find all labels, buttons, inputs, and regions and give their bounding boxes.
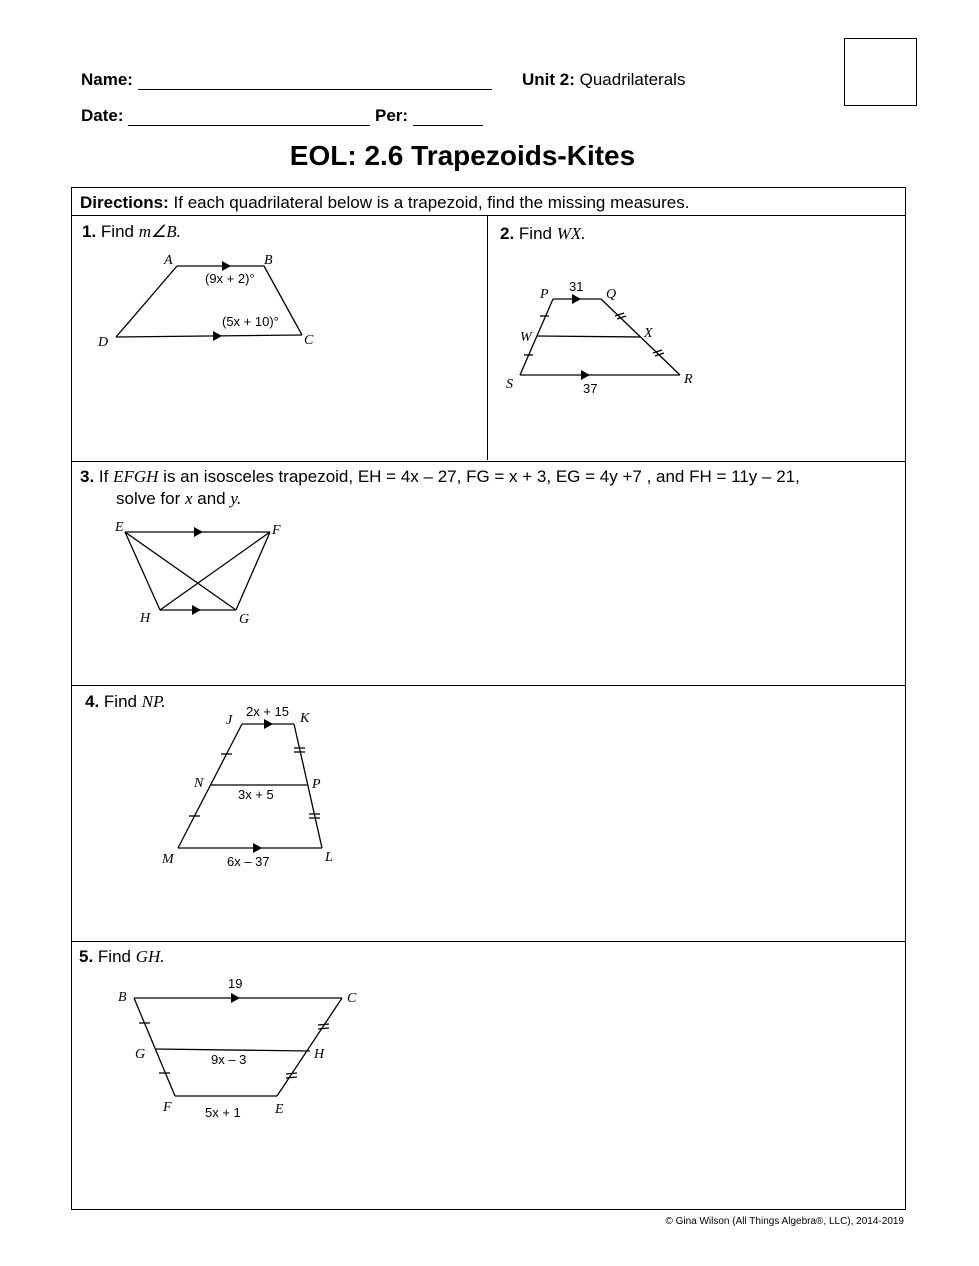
problem-1-target: m∠B. (138, 222, 181, 241)
base-ml-expression: 6x – 37 (227, 854, 270, 869)
date-label: Date: (81, 106, 124, 125)
parallel-arrow-bc (231, 993, 240, 1003)
label-c: C (304, 333, 314, 348)
trapezoid-efgh (125, 532, 270, 610)
angle-b-expression: (9x + 2)° (205, 271, 255, 286)
label-c: C (347, 991, 357, 1006)
angle-c-expression: (5x + 10)° (222, 314, 279, 329)
parallel-arrow-ef (194, 527, 203, 537)
base-jk-expression: 2x + 15 (246, 704, 290, 719)
problem-3-and: and (197, 489, 226, 508)
problem-2-number: 2. (500, 224, 515, 243)
problem-5-heading (79, 947, 165, 967)
problem-3-eh: EH = 4x – 27, (357, 467, 462, 486)
label-n: N (194, 776, 204, 791)
parallel-arrow-pq (572, 294, 581, 304)
problem-4-prompt: Find (103, 692, 137, 711)
name-label: Name: (81, 70, 133, 89)
trapezoid-pqrs (520, 299, 680, 375)
label-b: B (264, 253, 273, 268)
label-r: R (684, 372, 693, 387)
problem-4-heading (85, 692, 166, 712)
label-e: E (275, 1102, 284, 1117)
problem-2-prompt: Find (518, 224, 552, 243)
label-h: H (140, 611, 151, 626)
label-e: E (115, 520, 124, 535)
parallel-arrow-sr (581, 370, 590, 380)
label-g: G (239, 612, 250, 627)
label-s: S (506, 377, 513, 392)
problem-2-target: WX. (556, 224, 586, 243)
base-bc-length: 19 (228, 976, 243, 991)
problem-3-condition: is an isosceles trapezoid, (163, 467, 354, 486)
problem-3-number: 3. (80, 467, 95, 486)
label-d: D (98, 335, 109, 350)
problem-3-if: If (98, 467, 109, 486)
problem-3-var-y: y. (230, 489, 242, 508)
problem-5-target: GH. (135, 947, 165, 966)
unit-value: Quadrilaterals (579, 70, 686, 89)
problem-2-heading (500, 224, 586, 244)
problem-3-eg: EG = 4y +7 , and (555, 467, 685, 486)
parallel-arrow-ml (253, 843, 262, 853)
parallel-arrow-dc (213, 331, 222, 341)
label-w: W (520, 330, 532, 345)
per-label: Per: (374, 106, 409, 125)
problem-3-var-x: x (184, 489, 193, 508)
label-f: F (272, 523, 281, 538)
trapezoid-bcef (134, 998, 342, 1096)
label-x: X (644, 326, 653, 341)
label-p: P (312, 777, 321, 792)
problem-1-number: 1. (82, 222, 97, 241)
base-fe-expression: 5x + 1 (205, 1105, 241, 1120)
label-l: L (325, 850, 333, 865)
problem-3-fh: FH = 11y – 21, (689, 467, 800, 486)
unit-label: Unit 2: (522, 70, 575, 89)
problem-3-solve-for: solve for (116, 489, 181, 508)
label-m: M (162, 852, 174, 867)
parallel-arrow-ab (222, 261, 231, 271)
label-h: H (314, 1047, 325, 1062)
problem-5-prompt: Find (97, 947, 131, 966)
midsegment-gh-expression: 9x – 3 (211, 1052, 247, 1067)
copyright-footer: © Gina Wilson (All Things Algebra®, LLC), 2014-2019 (665, 1216, 904, 1227)
base-pq-length: 31 (569, 279, 584, 294)
problem-5-number: 5. (79, 947, 94, 966)
label-k: K (300, 711, 310, 726)
label-g: G (135, 1047, 146, 1062)
directions-text: If each quadrilateral below is a trapezoid, find the missing measures. (173, 193, 690, 212)
parallel-arrow-jk (264, 719, 273, 729)
base-sr-length: 37 (583, 381, 598, 396)
problem-3-instruction (116, 489, 241, 509)
directions-label: Directions: (80, 193, 169, 212)
parallel-arrow-hg (192, 605, 201, 615)
problem-4-target: NP. (141, 692, 166, 711)
label-a: A (164, 253, 173, 268)
problem-3-statement (80, 467, 800, 487)
label-p: P (540, 287, 549, 302)
midsegment-np-expression: 3x + 5 (238, 787, 274, 802)
page-title: EOL: 2.6 Trapezoids-Kites (289, 140, 636, 171)
label-f: F (163, 1100, 172, 1115)
label-b: B (118, 990, 127, 1005)
problem-3-fg: FG = x + 3, (466, 467, 552, 486)
problem-1-prompt: Find (100, 222, 134, 241)
problem-3-figure-name: EFGH (113, 467, 159, 486)
problem-4-number: 4. (85, 692, 100, 711)
label-j: J (226, 713, 233, 728)
label-q: Q (606, 287, 617, 302)
